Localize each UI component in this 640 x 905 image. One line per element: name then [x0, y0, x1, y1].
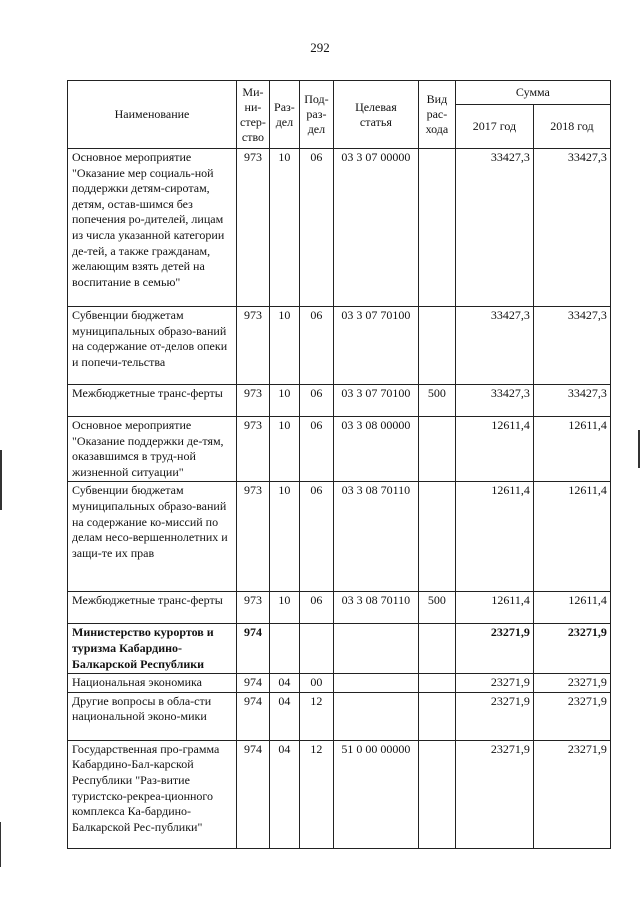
table-row: [68, 692, 611, 740]
header-name: Наименование: [68, 81, 237, 149]
row-expense-type: [418, 307, 455, 385]
row-sum-2017: 12611,4: [455, 592, 533, 624]
row-name: Другие вопросы в обла-сти национальной эконо-мики: [68, 692, 237, 740]
row-target: [333, 624, 418, 674]
row-section: 10: [269, 385, 299, 417]
row-subsection: 12: [299, 692, 333, 740]
row-subsection: 06: [299, 417, 333, 482]
row-target: 03 3 08 70110: [333, 482, 418, 592]
row-expense-type: [418, 624, 455, 674]
row-target: 03 3 07 00000: [333, 149, 418, 307]
header-section-label: Раз- дел: [274, 99, 295, 129]
scan-mark-left-bottom: [0, 822, 1, 867]
budget-table: [67, 80, 611, 849]
row-ministry: 974: [237, 624, 270, 674]
row-name: Субвенции бюджетам муниципальных образо-ваний на содержание ко-миссий по делам несо-вершеннолетних и защи-те их прав: [68, 482, 237, 592]
row-section: 04: [269, 692, 299, 740]
row-sum-2018: 33427,3: [533, 385, 610, 417]
page-number: 292: [310, 40, 330, 55]
row-section: 04: [269, 740, 299, 848]
header-target-label: Целевая статья: [355, 99, 397, 129]
header-expense-type: [418, 81, 455, 149]
row-sum-2017: 23271,9: [455, 740, 533, 848]
row-sum-2017: 23271,9: [455, 674, 533, 693]
table-row: [68, 482, 611, 592]
row-sum-2018: 12611,4: [533, 417, 610, 482]
row-target: 03 3 07 70100: [333, 385, 418, 417]
row-name: Министерство курортов и туризма Кабардино-Балкарской Республики: [68, 624, 237, 674]
row-ministry: 974: [237, 740, 270, 848]
row-section: 10: [269, 592, 299, 624]
row-ministry: 973: [237, 385, 270, 417]
row-ministry: 973: [237, 592, 270, 624]
row-sum-2017: 12611,4: [455, 417, 533, 482]
row-target: [333, 692, 418, 740]
table-row: [68, 385, 611, 417]
row-subsection: 00: [299, 674, 333, 693]
row-name: Основное мероприятие "Оказание поддержки де-тям, оказавшимся в труд-ной жизненной ситуации": [68, 417, 237, 482]
row-expense-type: [418, 149, 455, 307]
row-ministry: 974: [237, 692, 270, 740]
header-subsection-label: Под- раз- дел: [304, 92, 329, 136]
row-name: Межбюджетные транс-ферты: [68, 592, 237, 624]
row-sum-2018: 12611,4: [533, 592, 610, 624]
row-name: Субвенции бюджетам муниципальных образо-ваний на содержание от-делов опеки и попечи-тельства: [68, 307, 237, 385]
row-sum-2017: 12611,4: [455, 482, 533, 592]
row-section: 10: [269, 482, 299, 592]
header-ministry: [237, 81, 270, 149]
row-sum-2018: 23271,9: [533, 674, 610, 693]
row-target: 03 3 07 70100: [333, 307, 418, 385]
row-sum-2017: 33427,3: [455, 149, 533, 307]
header-ministry-label: Ми- ни- стер- ство: [240, 84, 266, 144]
row-expense-type: [418, 482, 455, 592]
row-ministry: 973: [237, 307, 270, 385]
row-sum-2018: 23271,9: [533, 740, 610, 848]
row-sum-2018: 12611,4: [533, 482, 610, 592]
row-section: 10: [269, 417, 299, 482]
row-subsection: 06: [299, 482, 333, 592]
header-sum: Сумма: [455, 81, 610, 105]
row-sum-2017: 33427,3: [455, 307, 533, 385]
row-name: Межбюджетные транс-ферты: [68, 385, 237, 417]
header-target: [333, 81, 418, 149]
header-section: [269, 81, 299, 149]
header-year-2017: 2017 год: [455, 105, 533, 149]
row-target: 03 3 08 00000: [333, 417, 418, 482]
scan-mark-left: [0, 450, 2, 510]
row-section: 04: [269, 674, 299, 693]
row-subsection: [299, 624, 333, 674]
row-target: 51 0 00 00000: [333, 740, 418, 848]
row-sum-2018: 23271,9: [533, 624, 610, 674]
table-row: [68, 149, 611, 307]
row-ministry: 973: [237, 482, 270, 592]
table-row: [68, 740, 611, 848]
row-subsection: 06: [299, 307, 333, 385]
row-target: 03 3 08 70110: [333, 592, 418, 624]
row-name: Основное мероприятие "Оказание мер социаль-ной поддержки детям-сиротам, детям, остав-шимся без попечения ро-дителей, лицам из числа указанной категории де-тей, а также гражданам, желающим взять детей на воспитание в семью": [68, 149, 237, 307]
row-ministry: 974: [237, 674, 270, 693]
row-subsection: 06: [299, 385, 333, 417]
header-subsection: [299, 81, 333, 149]
row-expense-type: [418, 674, 455, 693]
table-row: [68, 592, 611, 624]
header-expense-type-label: Вид рас- хода: [425, 92, 449, 136]
row-sum-2017: 23271,9: [455, 624, 533, 674]
row-target: [333, 674, 418, 693]
row-ministry: 973: [237, 417, 270, 482]
row-name: Государственная про-грамма Кабардино-Бал-карской Республики "Раз-витие туристско-рекреа-ционного комплекса Ка-бардино-Балкарской Рес-публики": [68, 740, 237, 848]
row-sum-2018: 33427,3: [533, 307, 610, 385]
row-expense-type: [418, 692, 455, 740]
row-section: 10: [269, 307, 299, 385]
row-sum-2018: 33427,3: [533, 149, 610, 307]
row-expense-type: [418, 740, 455, 848]
table-row: [68, 674, 611, 693]
row-section: [269, 624, 299, 674]
table-row: [68, 307, 611, 385]
table-row: [68, 417, 611, 482]
row-subsection: 12: [299, 740, 333, 848]
row-subsection: 06: [299, 592, 333, 624]
row-section: 10: [269, 149, 299, 307]
row-sum-2017: 33427,3: [455, 385, 533, 417]
table-row: [68, 624, 611, 674]
row-subsection: 06: [299, 149, 333, 307]
row-sum-2017: 23271,9: [455, 692, 533, 740]
header-year-2018: 2018 год: [533, 105, 610, 149]
row-expense-type: 500: [418, 385, 455, 417]
row-name: Национальная экономика: [68, 674, 237, 693]
row-sum-2018: 23271,9: [533, 692, 610, 740]
row-expense-type: 500: [418, 592, 455, 624]
row-expense-type: [418, 417, 455, 482]
row-ministry: 973: [237, 149, 270, 307]
